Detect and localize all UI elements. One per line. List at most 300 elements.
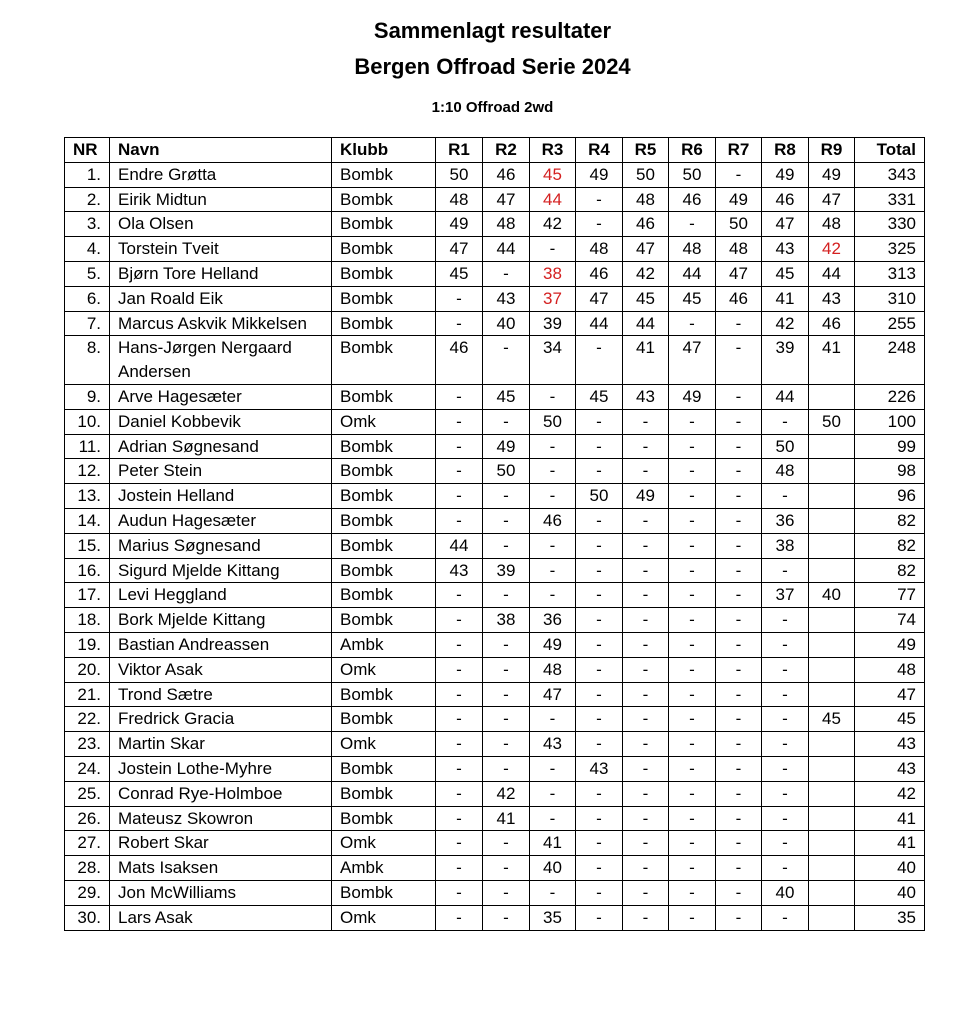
round-7-cell: 50: [716, 212, 762, 237]
round-8-cell: 38: [762, 533, 809, 558]
round-6-cell: -: [669, 756, 716, 781]
round-4-cell: -: [576, 508, 623, 533]
table-row: [65, 608, 925, 633]
round-6-cell: -: [669, 409, 716, 434]
column-header-navn: Navn: [110, 138, 332, 163]
round-6-cell: -: [669, 508, 716, 533]
driver-name-cell: Arve Hagesæter: [110, 384, 332, 409]
round-7-cell: -: [716, 657, 762, 682]
total-cell: 96: [855, 484, 925, 509]
round-8-cell: -: [762, 409, 809, 434]
round-3-cell: -: [530, 806, 576, 831]
round-3-cell: -: [530, 707, 576, 732]
round-4-cell: -: [576, 336, 623, 385]
driver-name-cell: Audun Hagesæter: [110, 508, 332, 533]
table-row: [65, 212, 925, 237]
round-3-cell: 49: [530, 632, 576, 657]
round-3-cell: -: [530, 237, 576, 262]
table-row: [65, 261, 925, 286]
round-8-cell: 45: [762, 261, 809, 286]
round-5-cell: -: [623, 608, 669, 633]
round-7-cell: -: [716, 583, 762, 608]
round-9-cell: [809, 806, 855, 831]
round-4-cell: -: [576, 212, 623, 237]
round-7-cell: -: [716, 484, 762, 509]
round-5-cell: -: [623, 558, 669, 583]
round-7-cell: 49: [716, 187, 762, 212]
driver-name-cell: Conrad Rye-Holmboe: [110, 781, 332, 806]
club-cell: Bombk: [332, 336, 436, 385]
club-cell: Bombk: [332, 237, 436, 262]
round-9-cell: [809, 657, 855, 682]
round-1-cell: -: [436, 905, 483, 930]
round-3-cell: -: [530, 384, 576, 409]
club-cell: Bombk: [332, 286, 436, 311]
driver-name-cell: Torstein Tveit: [110, 237, 332, 262]
round-4-cell: -: [576, 459, 623, 484]
driver-name-cell: Daniel Kobbevik: [110, 409, 332, 434]
round-9-cell: [809, 632, 855, 657]
table-row: [65, 336, 925, 385]
round-1-cell: 44: [436, 533, 483, 558]
round-9-cell: [809, 434, 855, 459]
rank-cell: 12.: [65, 459, 110, 484]
round-4-cell: -: [576, 657, 623, 682]
round-5-cell: 42: [623, 261, 669, 286]
round-9-cell: 41: [809, 336, 855, 385]
club-cell: Bombk: [332, 583, 436, 608]
club-cell: Bombk: [332, 311, 436, 336]
round-4-cell: 45: [576, 384, 623, 409]
round-6-cell: -: [669, 533, 716, 558]
total-cell: 41: [855, 806, 925, 831]
round-3-cell: 34: [530, 336, 576, 385]
round-7-cell: -: [716, 434, 762, 459]
table-row: [65, 781, 925, 806]
round-4-cell: -: [576, 434, 623, 459]
driver-name-cell: Mats Isaksen: [110, 856, 332, 881]
round-3-cell: 43: [530, 732, 576, 757]
round-1-cell: -: [436, 286, 483, 311]
driver-name-cell: Eirik Midtun: [110, 187, 332, 212]
round-3-cell: -: [530, 484, 576, 509]
driver-name-cell: Hans-Jørgen Nergaard Andersen: [110, 336, 332, 385]
round-6-cell: -: [669, 856, 716, 881]
round-1-cell: -: [436, 409, 483, 434]
rank-cell: 26.: [65, 806, 110, 831]
club-cell: Bombk: [332, 384, 436, 409]
driver-name-cell: Mateusz Skowron: [110, 806, 332, 831]
round-5-cell: -: [623, 459, 669, 484]
club-cell: Bombk: [332, 707, 436, 732]
round-4-cell: 44: [576, 311, 623, 336]
total-cell: 74: [855, 608, 925, 633]
round-8-cell: -: [762, 484, 809, 509]
round-1-cell: -: [436, 806, 483, 831]
rank-cell: 16.: [65, 558, 110, 583]
round-5-cell: 47: [623, 237, 669, 262]
club-cell: Omk: [332, 905, 436, 930]
round-6-cell: -: [669, 806, 716, 831]
header-row: [65, 138, 925, 163]
round-5-cell: 43: [623, 384, 669, 409]
total-cell: 343: [855, 162, 925, 187]
total-cell: 35: [855, 905, 925, 930]
round-5-cell: -: [623, 856, 669, 881]
round-6-cell: -: [669, 583, 716, 608]
rank-cell: 18.: [65, 608, 110, 633]
round-8-cell: 41: [762, 286, 809, 311]
total-cell: 325: [855, 237, 925, 262]
round-3-cell: 40: [530, 856, 576, 881]
total-cell: 42: [855, 781, 925, 806]
driver-name-cell: Endre Grøtta: [110, 162, 332, 187]
round-7-cell: -: [716, 336, 762, 385]
round-6-cell: -: [669, 657, 716, 682]
round-8-cell: 39: [762, 336, 809, 385]
round-6-cell: -: [669, 781, 716, 806]
total-cell: 47: [855, 682, 925, 707]
round-1-cell: -: [436, 732, 483, 757]
round-4-cell: 49: [576, 162, 623, 187]
round-6-cell: -: [669, 707, 716, 732]
round-2-cell: -: [483, 856, 530, 881]
round-6-cell: 47: [669, 336, 716, 385]
column-header-r7: R7: [716, 138, 762, 163]
driver-name-cell: Jan Roald Eik: [110, 286, 332, 311]
round-2-cell: -: [483, 632, 530, 657]
driver-name-cell: Ola Olsen: [110, 212, 332, 237]
driver-name-cell: Levi Heggland: [110, 583, 332, 608]
round-8-cell: -: [762, 657, 809, 682]
round-6-cell: 48: [669, 237, 716, 262]
club-cell: Bombk: [332, 508, 436, 533]
round-2-cell: -: [483, 508, 530, 533]
round-7-cell: -: [716, 732, 762, 757]
round-6-cell: -: [669, 632, 716, 657]
round-9-cell: [809, 856, 855, 881]
total-cell: 99: [855, 434, 925, 459]
rank-cell: 21.: [65, 682, 110, 707]
round-9-cell: [809, 682, 855, 707]
club-cell: Bombk: [332, 781, 436, 806]
table-row: [65, 311, 925, 336]
round-7-cell: -: [716, 756, 762, 781]
round-1-cell: -: [436, 311, 483, 336]
round-6-cell: -: [669, 459, 716, 484]
round-3-cell: 38: [530, 261, 576, 286]
round-7-cell: -: [716, 682, 762, 707]
driver-name-cell: Jostein Lothe-Myhre: [110, 756, 332, 781]
round-6-cell: -: [669, 880, 716, 905]
round-5-cell: 46: [623, 212, 669, 237]
round-1-cell: -: [436, 831, 483, 856]
column-header-r1: R1: [436, 138, 483, 163]
round-5-cell: -: [623, 831, 669, 856]
round-3-cell: 47: [530, 682, 576, 707]
total-cell: 248: [855, 336, 925, 385]
round-1-cell: -: [436, 781, 483, 806]
round-5-cell: -: [623, 905, 669, 930]
round-5-cell: -: [623, 434, 669, 459]
driver-name-cell: Lars Asak: [110, 905, 332, 930]
round-7-cell: -: [716, 880, 762, 905]
round-2-cell: 48: [483, 212, 530, 237]
table-row: [65, 707, 925, 732]
round-8-cell: 49: [762, 162, 809, 187]
round-2-cell: -: [483, 682, 530, 707]
round-7-cell: -: [716, 459, 762, 484]
round-7-cell: -: [716, 831, 762, 856]
round-2-cell: -: [483, 533, 530, 558]
round-5-cell: 48: [623, 187, 669, 212]
round-4-cell: -: [576, 856, 623, 881]
total-cell: 82: [855, 558, 925, 583]
total-cell: 100: [855, 409, 925, 434]
round-6-cell: -: [669, 484, 716, 509]
round-7-cell: -: [716, 856, 762, 881]
round-4-cell: -: [576, 583, 623, 608]
round-7-cell: -: [716, 707, 762, 732]
round-9-cell: [809, 608, 855, 633]
round-4-cell: -: [576, 682, 623, 707]
round-9-cell: [809, 508, 855, 533]
round-5-cell: -: [623, 508, 669, 533]
round-9-cell: [809, 756, 855, 781]
total-cell: 330: [855, 212, 925, 237]
round-7-cell: -: [716, 311, 762, 336]
total-cell: 48: [855, 657, 925, 682]
round-8-cell: -: [762, 831, 809, 856]
round-3-cell: 36: [530, 608, 576, 633]
club-cell: Bombk: [332, 187, 436, 212]
column-header-r8: R8: [762, 138, 809, 163]
club-cell: Bombk: [332, 806, 436, 831]
round-4-cell: -: [576, 409, 623, 434]
round-3-cell: 50: [530, 409, 576, 434]
round-8-cell: 46: [762, 187, 809, 212]
total-cell: 43: [855, 732, 925, 757]
round-3-cell: 45: [530, 162, 576, 187]
round-8-cell: -: [762, 558, 809, 583]
table-row: [65, 409, 925, 434]
rank-cell: 29.: [65, 880, 110, 905]
round-6-cell: -: [669, 311, 716, 336]
round-5-cell: -: [623, 682, 669, 707]
column-header-r3: R3: [530, 138, 576, 163]
total-cell: 255: [855, 311, 925, 336]
round-1-cell: 49: [436, 212, 483, 237]
round-4-cell: -: [576, 632, 623, 657]
round-2-cell: -: [483, 732, 530, 757]
table-row: [65, 880, 925, 905]
round-4-cell: 47: [576, 286, 623, 311]
table-row: [65, 384, 925, 409]
round-4-cell: -: [576, 187, 623, 212]
total-cell: 43: [855, 756, 925, 781]
round-1-cell: -: [436, 583, 483, 608]
round-8-cell: -: [762, 781, 809, 806]
round-7-cell: -: [716, 384, 762, 409]
driver-name-cell: Fredrick Gracia: [110, 707, 332, 732]
round-9-cell: 45: [809, 707, 855, 732]
round-8-cell: 43: [762, 237, 809, 262]
round-1-cell: -: [436, 434, 483, 459]
round-6-cell: -: [669, 434, 716, 459]
driver-name-cell: Bork Mjelde Kittang: [110, 608, 332, 633]
round-5-cell: -: [623, 880, 669, 905]
round-1-cell: -: [436, 384, 483, 409]
round-4-cell: -: [576, 905, 623, 930]
table-row: [65, 732, 925, 757]
driver-name-cell: Bjørn Tore Helland: [110, 261, 332, 286]
round-1-cell: 46: [436, 336, 483, 385]
driver-name-cell: Adrian Søgnesand: [110, 434, 332, 459]
round-9-cell: [809, 905, 855, 930]
column-header-r2: R2: [483, 138, 530, 163]
total-cell: 226: [855, 384, 925, 409]
round-3-cell: 35: [530, 905, 576, 930]
rank-cell: 25.: [65, 781, 110, 806]
round-4-cell: -: [576, 707, 623, 732]
round-4-cell: 43: [576, 756, 623, 781]
round-6-cell: -: [669, 732, 716, 757]
club-cell: Bombk: [332, 533, 436, 558]
round-9-cell: [809, 732, 855, 757]
round-1-cell: -: [436, 608, 483, 633]
rank-cell: 17.: [65, 583, 110, 608]
round-2-cell: -: [483, 707, 530, 732]
round-6-cell: -: [669, 558, 716, 583]
round-6-cell: -: [669, 905, 716, 930]
round-1-cell: -: [436, 756, 483, 781]
class-subtitle: 1:10 Offroad 2wd: [431, 99, 554, 116]
round-1-cell: -: [436, 707, 483, 732]
round-9-cell: [809, 459, 855, 484]
round-5-cell: -: [623, 781, 669, 806]
round-1-cell: -: [436, 657, 483, 682]
round-7-cell: -: [716, 162, 762, 187]
table-row: [65, 484, 925, 509]
round-5-cell: 45: [623, 286, 669, 311]
round-5-cell: -: [623, 657, 669, 682]
round-1-cell: 50: [436, 162, 483, 187]
column-header-r5: R5: [623, 138, 669, 163]
round-9-cell: [809, 533, 855, 558]
table-row: [65, 237, 925, 262]
round-8-cell: -: [762, 806, 809, 831]
column-header-klubb: Klubb: [332, 138, 436, 163]
round-2-cell: 44: [483, 237, 530, 262]
rank-cell: 4.: [65, 237, 110, 262]
round-2-cell: -: [483, 484, 530, 509]
club-cell: Ambk: [332, 632, 436, 657]
round-2-cell: 43: [483, 286, 530, 311]
round-3-cell: -: [530, 459, 576, 484]
round-2-cell: 45: [483, 384, 530, 409]
rank-cell: 20.: [65, 657, 110, 682]
round-2-cell: -: [483, 831, 530, 856]
round-4-cell: 50: [576, 484, 623, 509]
round-5-cell: 50: [623, 162, 669, 187]
round-5-cell: -: [623, 707, 669, 732]
round-2-cell: 40: [483, 311, 530, 336]
club-cell: Bombk: [332, 459, 436, 484]
round-8-cell: 44: [762, 384, 809, 409]
table-row: [65, 831, 925, 856]
table-row: [65, 459, 925, 484]
driver-name-cell: Robert Skar: [110, 831, 332, 856]
round-6-cell: -: [669, 212, 716, 237]
round-1-cell: 48: [436, 187, 483, 212]
round-7-cell: -: [716, 608, 762, 633]
table-row: [65, 905, 925, 930]
round-8-cell: -: [762, 732, 809, 757]
round-5-cell: 44: [623, 311, 669, 336]
round-2-cell: -: [483, 583, 530, 608]
round-9-cell: 40: [809, 583, 855, 608]
column-header-total: Total: [855, 138, 925, 163]
rank-cell: 15.: [65, 533, 110, 558]
round-1-cell: 43: [436, 558, 483, 583]
round-1-cell: 45: [436, 261, 483, 286]
driver-name-cell: Sigurd Mjelde Kittang: [110, 558, 332, 583]
round-7-cell: -: [716, 533, 762, 558]
club-cell: Bombk: [332, 682, 436, 707]
total-cell: 49: [855, 632, 925, 657]
round-9-cell: [809, 384, 855, 409]
total-cell: 40: [855, 856, 925, 881]
table-row: [65, 434, 925, 459]
rank-cell: 2.: [65, 187, 110, 212]
round-1-cell: -: [436, 856, 483, 881]
round-1-cell: -: [436, 682, 483, 707]
club-cell: Bombk: [332, 608, 436, 633]
table-row: [65, 632, 925, 657]
round-2-cell: -: [483, 409, 530, 434]
round-3-cell: 41: [530, 831, 576, 856]
club-cell: Bombk: [332, 756, 436, 781]
round-9-cell: 48: [809, 212, 855, 237]
round-6-cell: 44: [669, 261, 716, 286]
round-5-cell: -: [623, 583, 669, 608]
round-8-cell: 37: [762, 583, 809, 608]
table-row: [65, 657, 925, 682]
results-body: [65, 162, 925, 930]
round-8-cell: 48: [762, 459, 809, 484]
total-cell: 45: [855, 707, 925, 732]
round-6-cell: -: [669, 682, 716, 707]
rank-cell: 14.: [65, 508, 110, 533]
round-3-cell: -: [530, 558, 576, 583]
round-1-cell: -: [436, 508, 483, 533]
driver-name-cell: Bastian Andreassen: [110, 632, 332, 657]
round-6-cell: 50: [669, 162, 716, 187]
round-3-cell: 39: [530, 311, 576, 336]
table-row: [65, 806, 925, 831]
round-2-cell: -: [483, 905, 530, 930]
round-4-cell: -: [576, 831, 623, 856]
club-cell: Ambk: [332, 856, 436, 881]
round-2-cell: -: [483, 880, 530, 905]
round-7-cell: 48: [716, 237, 762, 262]
round-4-cell: -: [576, 781, 623, 806]
round-2-cell: 39: [483, 558, 530, 583]
round-5-cell: -: [623, 806, 669, 831]
table-row: [65, 187, 925, 212]
round-2-cell: 42: [483, 781, 530, 806]
rank-cell: 22.: [65, 707, 110, 732]
